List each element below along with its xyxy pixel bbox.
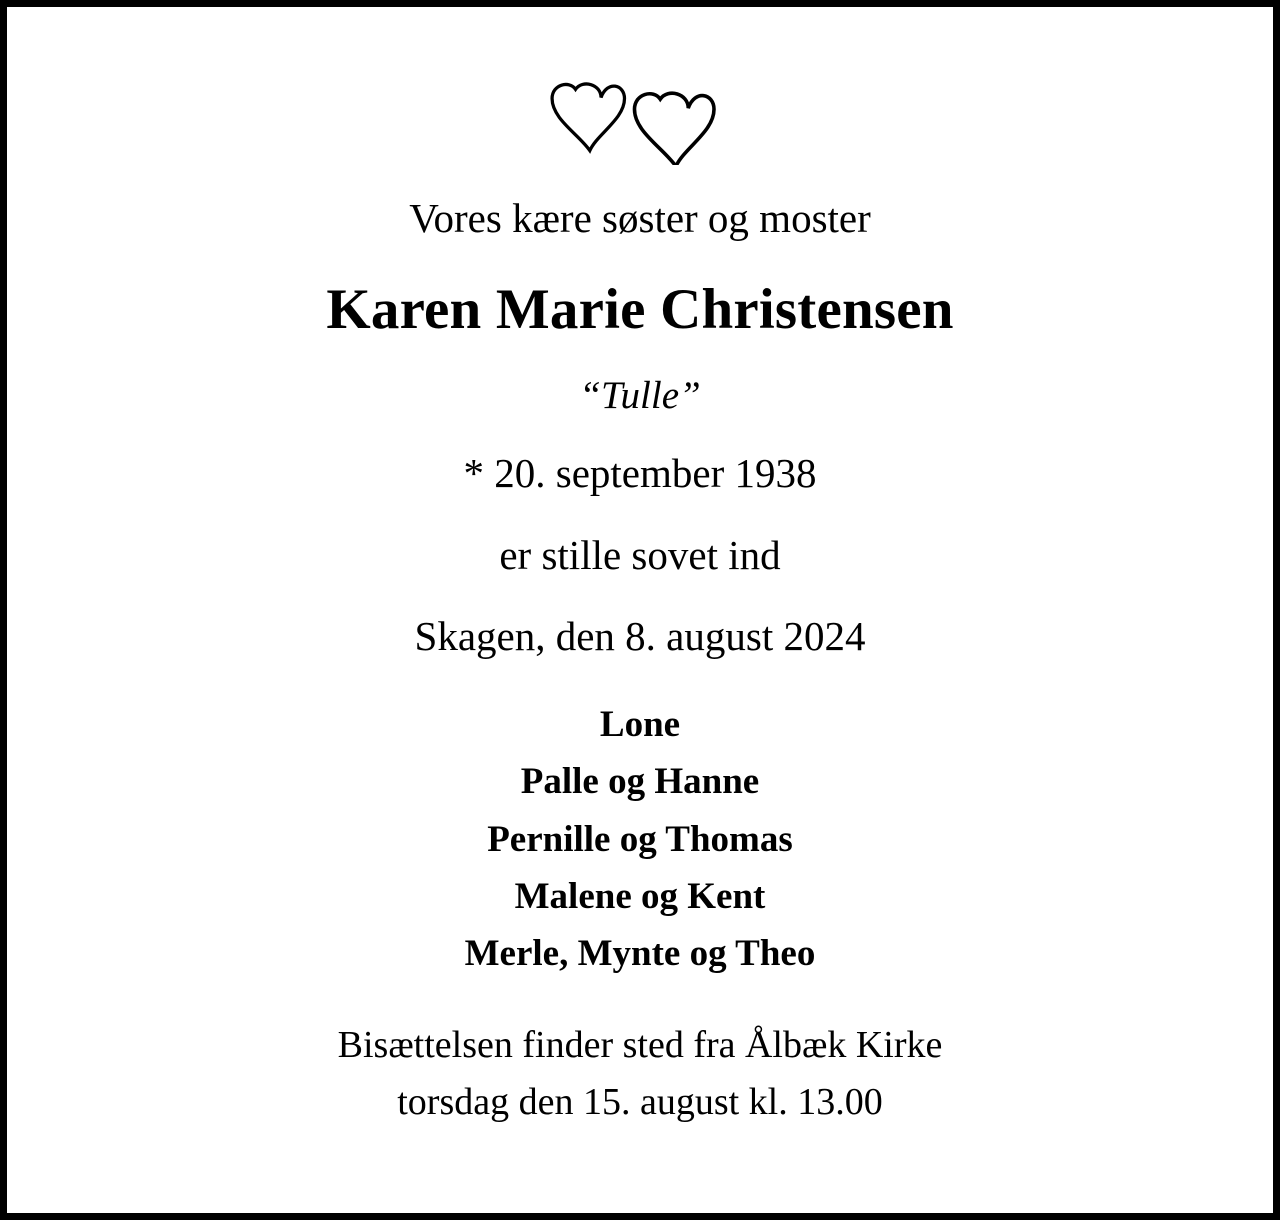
- funeral-details: [338, 1017, 943, 1131]
- double-hearts-icon: [540, 65, 740, 165]
- survivor-line: Lone: [599, 704, 681, 745]
- passing-phrase: er stille sovet ind: [499, 531, 781, 578]
- survivors-list: [465, 696, 816, 983]
- deceased-nickname: “Tulle”: [579, 373, 701, 417]
- relation-intro: Vores kære søster og moster: [409, 195, 871, 241]
- survivor-line: Palle og Hanne: [520, 761, 760, 803]
- place-and-date-of-death: Skagen, den 8. august 2024: [414, 612, 866, 659]
- birth-date: * 20. september 1938: [463, 450, 817, 497]
- survivor-line: Merle, Mynte og Theo: [464, 933, 816, 975]
- deceased-name: Karen Marie Christensen: [326, 278, 954, 342]
- survivor-line: Malene og Kent: [514, 876, 766, 918]
- survivor-line: Pernille og Thomas: [487, 818, 793, 860]
- funeral-line: torsdag den 15. august kl. 13.00: [397, 1080, 883, 1123]
- funeral-line: Bisættelsen finder sted fra Ålbæk Kirke: [337, 1023, 943, 1066]
